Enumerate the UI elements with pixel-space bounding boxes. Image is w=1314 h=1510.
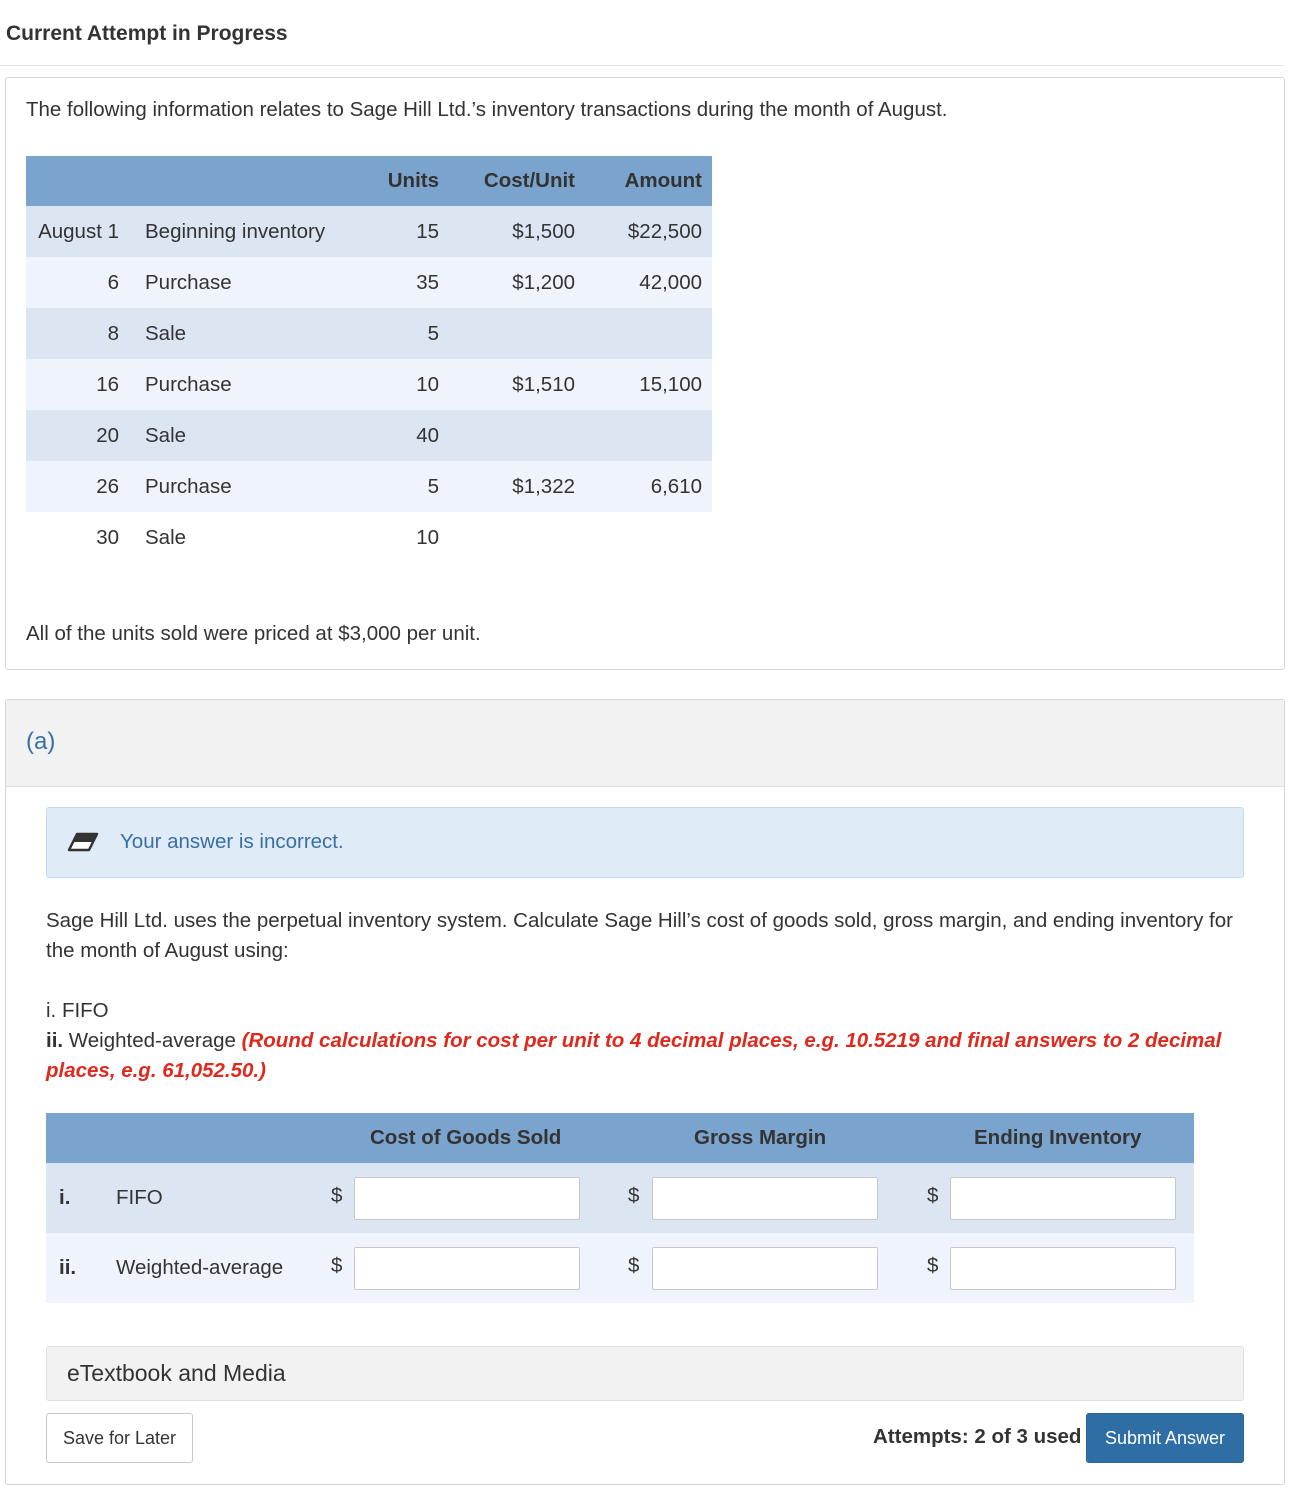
inventory-table [26,156,712,563]
amount-header: Amount [585,156,712,206]
wa-gross-margin-input[interactable] [652,1247,878,1290]
fifo-ending-inventory-input[interactable] [950,1177,1176,1220]
row-amount [585,512,712,563]
row-description: Sale [129,512,349,563]
submit-answer-button[interactable]: Submit Answer [1086,1413,1244,1463]
row-label: FIFO [116,1186,163,1209]
method-name: Weighted-average [63,1029,242,1052]
row-description: Purchase [129,461,349,512]
etextbook-label: eTextbook and Media [67,1360,286,1386]
row-units: 15 [349,206,449,257]
info-panel [5,77,1285,670]
question-text: Sage Hill Ltd. uses the perpetual inventory system. Calculate Sage Hill’s cost of goods sold, gross margin, and ending inventory for the month of August using: [46,909,1233,962]
row-cost [449,410,585,461]
etextbook-and-media[interactable] [46,1346,1244,1401]
row-cost: $1,500 [449,206,585,257]
part-a-panel [5,699,1285,1485]
row-amount: 42,000 [585,257,712,308]
incorrect-answer-alert [46,807,1244,878]
answer-table-header [46,1113,1194,1163]
inventory-table-header [26,156,712,206]
row-amount: $22,500 [585,206,712,257]
gross-margin-header: Gross Margin [694,1126,827,1149]
row-description: Sale [129,308,349,359]
ending-inventory-header: Ending Inventory [974,1126,1142,1149]
rounding-instruction: (Round calculations for cost per unit to 4 decimal places, e.g. 10.5219 and final answers to 2 decimal places, e.g. 61,052.50.) [46,1029,1222,1082]
fifo-cogs-input[interactable] [354,1177,580,1220]
wa-cogs-input[interactable] [354,1247,580,1290]
table-row [26,308,712,359]
row-label: Weighted-average [116,1256,284,1279]
row-description: Beginning inventory [129,206,349,257]
table-row [26,257,712,308]
answer-table [46,1113,1194,1303]
currency-symbol: $ [331,1184,343,1207]
row-units: 5 [349,308,449,359]
method-fifo: i. FIFO [46,999,109,1022]
row-description: Purchase [129,359,349,410]
row-cost: $1,200 [449,257,585,308]
row-units: 5 [349,461,449,512]
row-description: Sale [129,410,349,461]
part-label: (a) [26,728,56,755]
row-cost [449,308,585,359]
currency-symbol: $ [927,1184,939,1207]
page-title: Current Attempt in Progress [6,22,288,45]
answer-row-fifo [46,1163,1194,1233]
row-date: 26 [26,461,129,512]
row-amount [585,410,712,461]
method-number: ii. [46,1029,64,1052]
cogs-header: Cost of Goods Sold [370,1126,562,1149]
row-date: 6 [26,257,129,308]
row-cost: $1,510 [449,359,585,410]
row-units: 10 [349,359,449,410]
row-units: 40 [349,410,449,461]
row-number: i. [59,1186,71,1209]
intro-text: The following information relates to Sage Hill Ltd.’s inventory transactions during the month of August. [26,98,948,121]
table-row [26,206,712,257]
currency-symbol: $ [628,1184,640,1207]
row-cost: $1,322 [449,461,585,512]
method-weighted-average [46,1026,1246,1086]
currency-symbol: $ [927,1254,939,1277]
answer-row-weighted-average [46,1233,1194,1303]
currency-symbol: $ [628,1254,640,1277]
row-amount: 15,100 [585,359,712,410]
row-amount: 6,610 [585,461,712,512]
row-number: ii. [59,1256,77,1279]
wa-ending-inventory-input[interactable] [950,1247,1176,1290]
row-date: August 1 [26,206,129,257]
alert-text: Your answer is incorrect. [120,830,344,853]
units-header: Units [349,156,449,206]
table-row [26,512,712,563]
row-cost [449,512,585,563]
header-bar [0,0,1284,66]
currency-symbol: $ [331,1254,343,1277]
table-row [26,461,712,512]
table-row [26,359,712,410]
fifo-gross-margin-input[interactable] [652,1177,878,1220]
table-row [26,410,712,461]
row-units: 35 [349,257,449,308]
methods-list [46,996,1246,1086]
row-date: 8 [26,308,129,359]
eraser-icon [67,832,99,859]
row-units: 10 [349,512,449,563]
cost-header: Cost/Unit [449,156,585,206]
save-for-later-button[interactable]: Save for Later [46,1413,193,1463]
pricing-note: All of the units sold were priced at $3,000 per unit. [26,622,481,645]
row-date: 16 [26,359,129,410]
attempts-counter: Attempts: 2 of 3 used [873,1425,1082,1448]
row-description: Purchase [129,257,349,308]
part-header [6,700,1284,787]
row-date: 30 [26,512,129,563]
row-date: 20 [26,410,129,461]
row-amount [585,308,712,359]
